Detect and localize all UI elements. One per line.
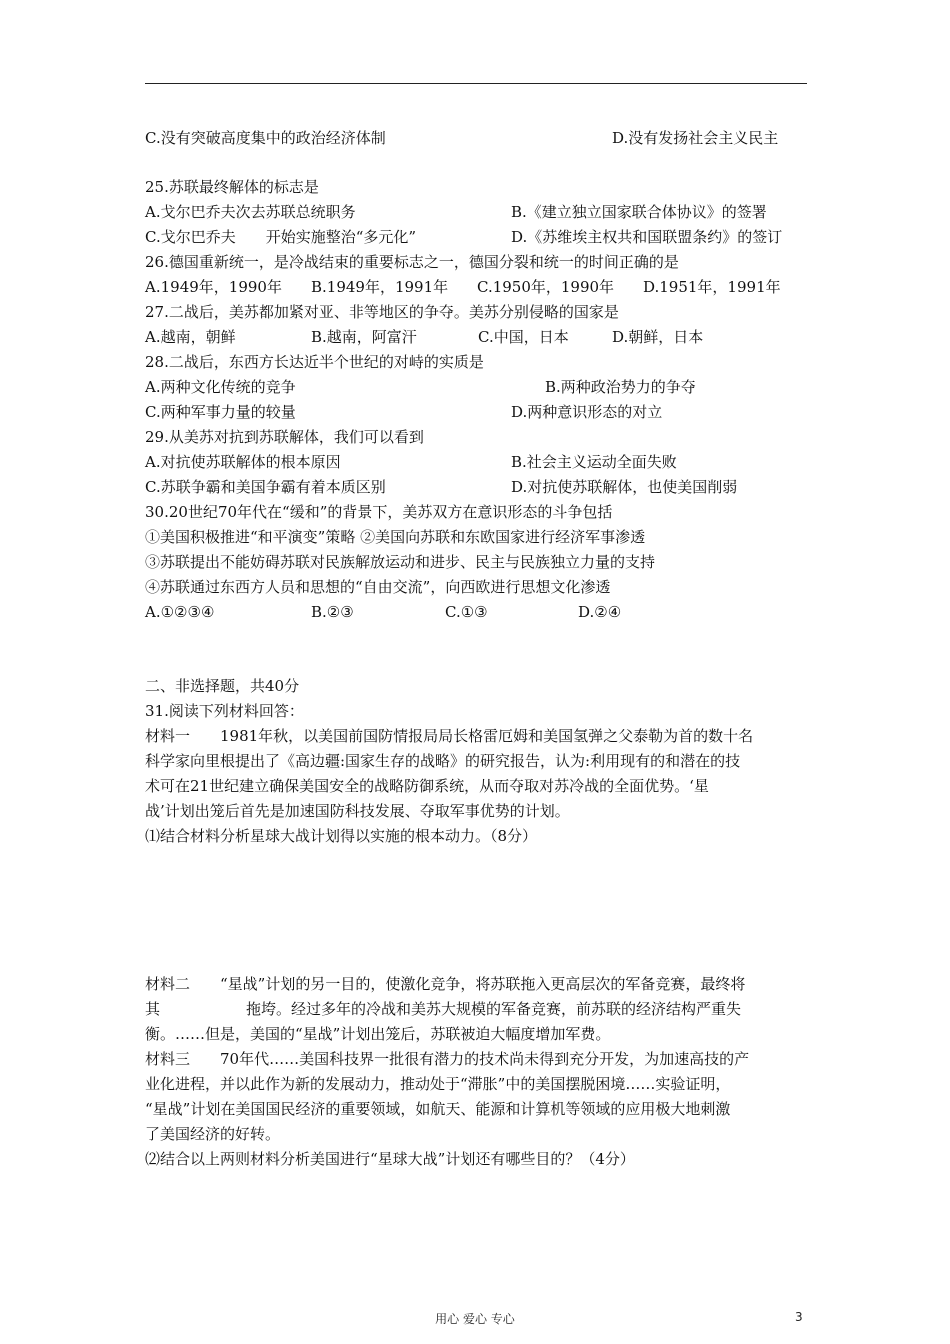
material-2-line-2a: 其 [145,1000,161,1018]
q25-option-b: B.《建立独立国家联合体协议》的签署 [511,203,767,221]
q24-option-d: D.没有发扬社会主义民主 [612,129,779,147]
q27-option-a: A.越南，朝鲜 [145,328,236,346]
material-1-line-3: 术可在21世纪建立确保美国安全的战略防御系统，从而夺取对苏冷战的全面优势。‘星 [145,777,709,795]
material-3-line-4: 了美国经济的好转。 [145,1125,281,1143]
sub-question-2: ⑵结合以上两则材料分析美国进行“星球大战”计划还有哪些目的？（4分） [145,1150,635,1168]
material-2-line-2b: 拖垮。经过多年的冷战和美苏大规模的军备竞赛，前苏联的经济结构严重失 [246,1000,742,1018]
material-1-line-2: 科学家向里根提出了《高边疆:国家生存的战略》的研究报告，认为:利用现有的和潜在的技 [145,752,741,770]
question-28: 28.二战后，东西方长达近半个世纪的对峙的实质是 [145,353,484,371]
q30-option-c: C.①③ [445,603,488,621]
question-26: 26.德国重新统一，是冷战结束的重要标志之一，德国分裂和统一的时间正确的是 [145,253,679,271]
material-2-line-3: 衡。……但是，美国的“星战”计划出笼后，苏联被迫大幅度增加军费。 [145,1025,611,1043]
q30-item-1-2: ①美国积极推进“和平演变”策略 ②美国向苏联和东欧国家进行经济军事渗透 [145,528,646,546]
q26-option-a: A.1949年，1990年 [145,278,282,296]
material-2-line-1: 材料二 “星战”计划的另一目的，使激化竞争，将苏联拖入更高层次的军备竞赛，最终将 [145,975,746,993]
page-number: 3 [795,1310,803,1324]
q29-option-a: A.对抗使苏联解体的根本原因 [145,453,341,471]
question-25: 25.苏联最终解体的标志是 [145,178,319,196]
header-rule [145,83,807,84]
q25-option-c: C.戈尔巴乔夫 开始实施整治“多元化” [145,228,417,246]
q26-option-b: B.1949年，1991年 [311,278,449,296]
material-1-line-4: 战’计划出笼后首先是加速国防科技发展、夺取军事优势的计划。 [145,802,570,820]
material-3-line-1: 材料三 70年代……美国科技界一批很有潜力的技术尚未得到充分开发，为加速高技的产 [145,1050,750,1068]
sub-question-1: ⑴结合材料分析星球大战计划得以实施的根本动力。（8分） [145,827,538,845]
q27-option-b: B.越南，阿富汗 [311,328,417,346]
material-1-line-1: 材料一 1981年秋，以美国前国防情报局局长格雷厄姆和美国氢弹之父泰勒为首的数十名 [145,727,754,745]
q30-option-d: D.②④ [578,603,622,621]
q30-item-3: ③苏联提出不能妨碍苏联对民族解放运动和进步、民主与民族独立力量的支持 [145,553,656,571]
question-29: 29.从美苏对抗到苏联解体，我们可以看到 [145,428,424,446]
question-30: 30.20世纪70年代在“缓和”的背景下，美苏双方在意识形态的斗争包括 [145,503,613,521]
q25-option-d: D.《苏维埃主权共和国联盟条约》的签订 [511,228,783,246]
q29-option-c: C.苏联争霸和美国争霸有着本质区别 [145,478,386,496]
q28-option-a: A.两种文化传统的竞争 [145,378,296,396]
material-3-line-2: 业化进程，并以此作为新的发展动力，推动处于“滞胀”中的美国摆脱困境……实验证明， [145,1075,731,1093]
q30-option-b: B.②③ [311,603,354,621]
q29-option-b: B.社会主义运动全面失败 [511,453,677,471]
q28-option-b: B.两种政治势力的争夺 [545,378,696,396]
q30-option-a: A.①②③④ [145,603,215,621]
q28-option-d: D.两种意识形态的对立 [511,403,663,421]
q28-option-c: C.两种军事力量的较量 [145,403,296,421]
q30-item-4: ④苏联通过东西方人员和思想的“自由交流”，向西欧进行思想文化渗透 [145,578,611,596]
section-2-heading: 二、非选择题，共40分 [145,677,300,695]
q26-option-c: C.1950年，1990年 [477,278,615,296]
q25-option-a: A.戈尔巴乔夫次去苏联总统职务 [145,203,356,221]
footer-motto: 用心 爱心 专心 [435,1312,515,1326]
q27-option-d: D.朝鲜，日本 [612,328,704,346]
q24-option-c: C.没有突破高度集中的政治经济体制 [145,129,386,147]
q26-option-d: D.1951年，1991年 [643,278,781,296]
question-27: 27.二战后，美苏都加紧对亚、非等地区的争夺。美苏分别侵略的国家是 [145,303,619,321]
question-31: 31.阅读下列材料回答： [145,702,304,720]
q27-option-c: C.中国，日本 [478,328,569,346]
q29-option-d: D.对抗使苏联解体，也使美国削弱 [511,478,738,496]
material-3-line-3: “星战”计划在美国国民经济的重要领域，如航天、能源和计算机等领域的应用极大地刺激 [145,1100,731,1118]
